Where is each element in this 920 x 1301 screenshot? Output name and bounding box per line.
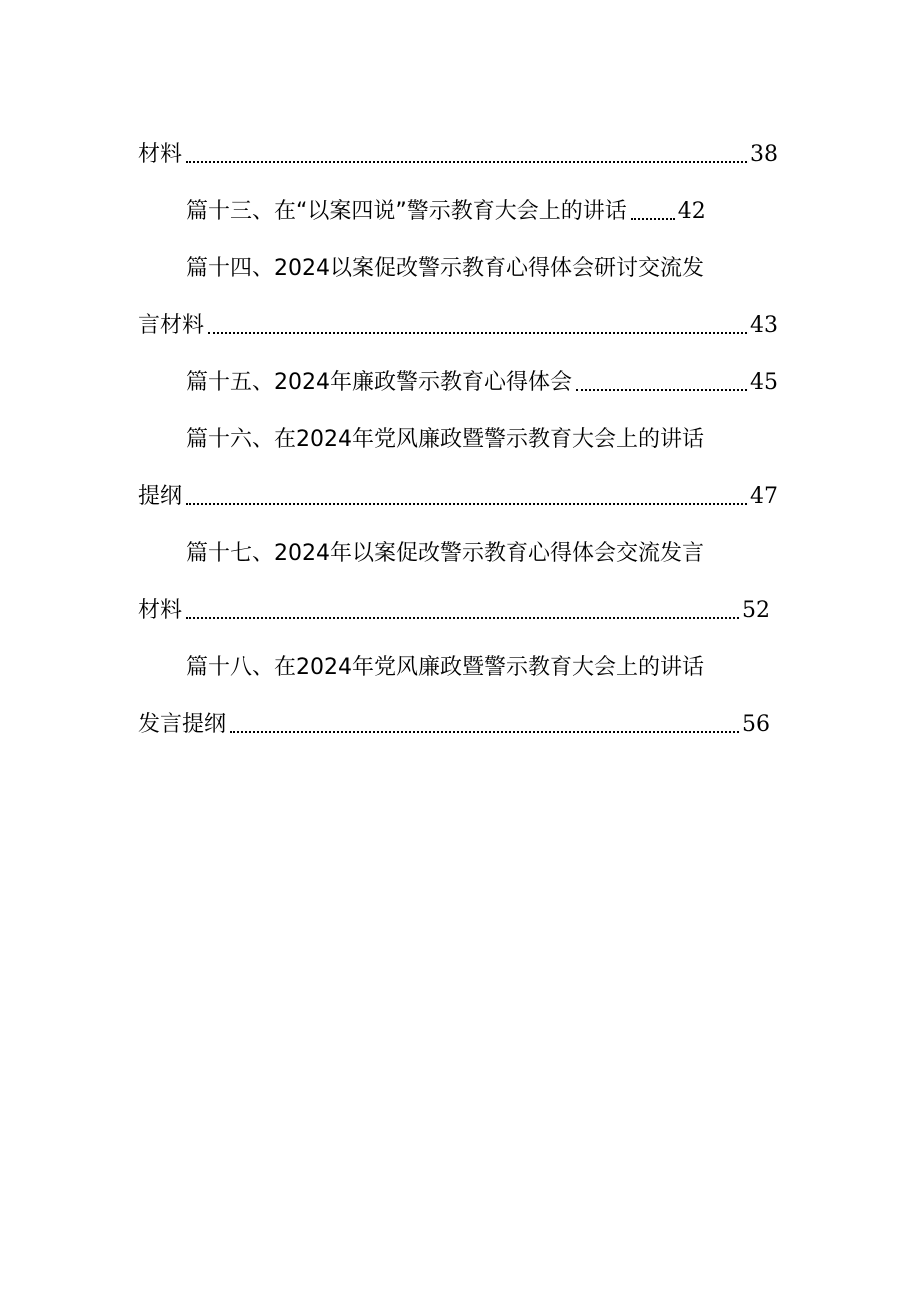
toc-page-number: 42 [677, 199, 706, 224]
toc-line[interactable] [138, 696, 770, 753]
dot-leader [186, 139, 747, 163]
toc-page-number: 52 [742, 598, 770, 623]
toc-entry-text: 提纲 [138, 484, 183, 509]
dot-leader [230, 709, 739, 733]
toc-entry-text: 篇十五、2024年廉政警示教育心得体会 [186, 370, 572, 395]
toc-entry-text: 篇十六、在2024年党风廉政暨警示教育大会上的讲话 [186, 427, 704, 452]
toc-entry-text: 篇十七、2024年以案促改警示教育心得体会交流发言 [186, 541, 704, 566]
toc-entry-text: 篇十三、在“以案四说”警示教育大会上的讲话 [186, 199, 627, 224]
toc-line[interactable] [138, 411, 778, 468]
dot-leader [186, 481, 747, 505]
table-of-contents [138, 126, 778, 753]
toc-line[interactable] [138, 639, 778, 696]
toc-entry-text: 篇十四、2024以案促改警示教育心得体会研讨交流发 [186, 256, 704, 281]
toc-line[interactable] [138, 525, 778, 582]
toc-page-number: 45 [750, 370, 778, 395]
dot-leader [576, 367, 747, 391]
toc-entry-text: 发言提纲 [138, 712, 227, 737]
toc-line[interactable] [138, 240, 778, 297]
dot-leader [186, 595, 739, 619]
toc-page-number: 38 [750, 142, 778, 167]
toc-page-number: 47 [750, 484, 778, 509]
toc-line[interactable] [138, 354, 778, 411]
toc-page-number: 56 [742, 712, 770, 737]
toc-page-number: 43 [750, 313, 778, 338]
dot-leader [208, 310, 747, 334]
toc-line[interactable] [138, 468, 778, 525]
toc-line[interactable] [138, 183, 778, 240]
toc-entry-text: 篇十八、在2024年党风廉政暨警示教育大会上的讲话 [186, 655, 704, 680]
toc-entry-text: 材料 [138, 598, 183, 623]
toc-line[interactable] [138, 582, 770, 639]
toc-line[interactable] [138, 126, 778, 183]
toc-entry-text: 言材料 [138, 313, 205, 338]
dot-leader [631, 196, 675, 220]
toc-line[interactable] [138, 297, 778, 354]
toc-entry-text: 材料 [138, 142, 183, 167]
